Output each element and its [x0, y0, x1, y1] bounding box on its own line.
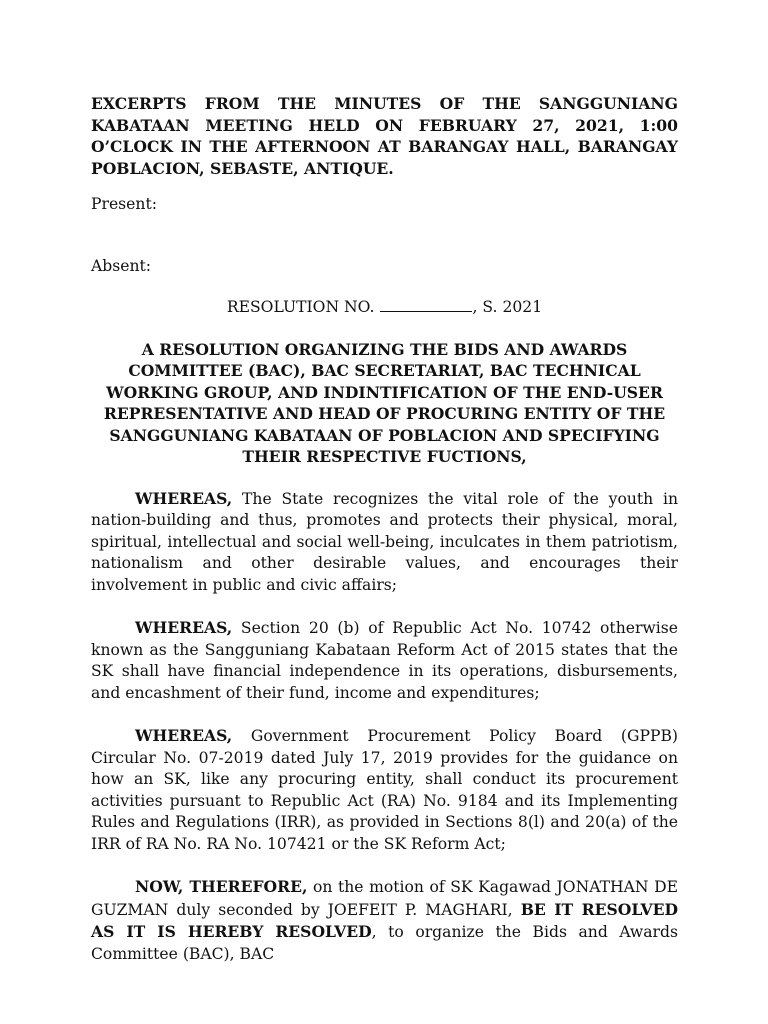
resolution-number-blank [380, 297, 472, 312]
resolution-title: A RESOLUTION ORGANIZING THE BIDS AND AWARDS COMMITTEE (BAC), BAC SECRETARIAT, BAC TECHNICAL WORKING GROUP, AND INDINTIFICATION OF THE END-USER REPRESENTATIVE AND HEAD OF PROCURING ENTITY OF THE SANGGUNIANG KABATAAN OF POBLACION AND SPECIFYING THEIR RESPECTIVE FUCTIONS, [103, 339, 666, 466]
resolution-prefix: RESOLUTION NO. [226, 298, 375, 316]
document-body [91, 93, 678, 965]
paragraph-text: , to organize the Bids and Awards Committee (BAC), BAC [91, 923, 678, 963]
paragraph-text: The State recognizes the vital role of the youth in nation-building and thus, promotes and protects their physical, moral, spiritual, intellectual and social well-being, inculcates in them patriotism, nationalism and other desirable values, and encourages their involvement in public and civic affairs; [91, 489, 678, 594]
whereas-paragraph-1 [91, 488, 678, 597]
absent-label: Absent: [91, 256, 152, 275]
resolution-suffix: , S. 2021 [472, 298, 543, 316]
whereas-paragraph-3 [91, 725, 678, 855]
paragraph-text: on the motion of SK Kagawad JONATHAN DE GUZMAN duly seconded by JOEFEIT P. MAGHARI, [91, 878, 678, 919]
whereas-lead: WHEREAS, [135, 726, 233, 745]
whereas-lead: WHEREAS, [135, 488, 233, 508]
minutes-heading: EXCERPTS FROM THE MINUTES OF THE SANGGUNIANG KABATAAN MEETING HELD ON FEBRUARY 27, 2021, 1:00 O’CLOCK IN THE AFTERNOON AT BARANGAY HALL, BARANGAY POBLACION, SEBASTE, ANTIQUE. [91, 94, 678, 178]
paragraph-text: Section 20 (b) of Republic Act No. 10742 otherwise known as the Sangguniang Kabataan Reform Act of 2015 states that the SK shall have financial independence in its operations, disbursements, and encashment of their fund, income and expenditures; [91, 619, 678, 702]
whereas-lead: WHEREAS, [135, 618, 233, 637]
now-therefore-paragraph [91, 876, 678, 965]
present-label: Present: [91, 195, 157, 213]
resolved-clause: BE IT RESOLVED AS IT IS HEREBY RESOLVED [91, 899, 678, 941]
now-therefore-lead: NOW, THEREFORE, [135, 877, 308, 896]
resolution-number-line [91, 297, 678, 319]
whereas-paragraph-2 [91, 617, 678, 704]
paragraph-text: Government Procurement Policy Board (GPPB) Circular No. 07-2019 dated July 17, 2019 provides for the guidance on how an SK, like any procuring entity, shall conduct its procurement activities pursuant to Republic Act (RA) No. 9184 and its Implementing Rules and Regulations (IRR), as provided in Sections 8(l) and 20(a) of the IRR of RA No. RA No. 107421 or the SK Reform Act; [91, 727, 678, 853]
